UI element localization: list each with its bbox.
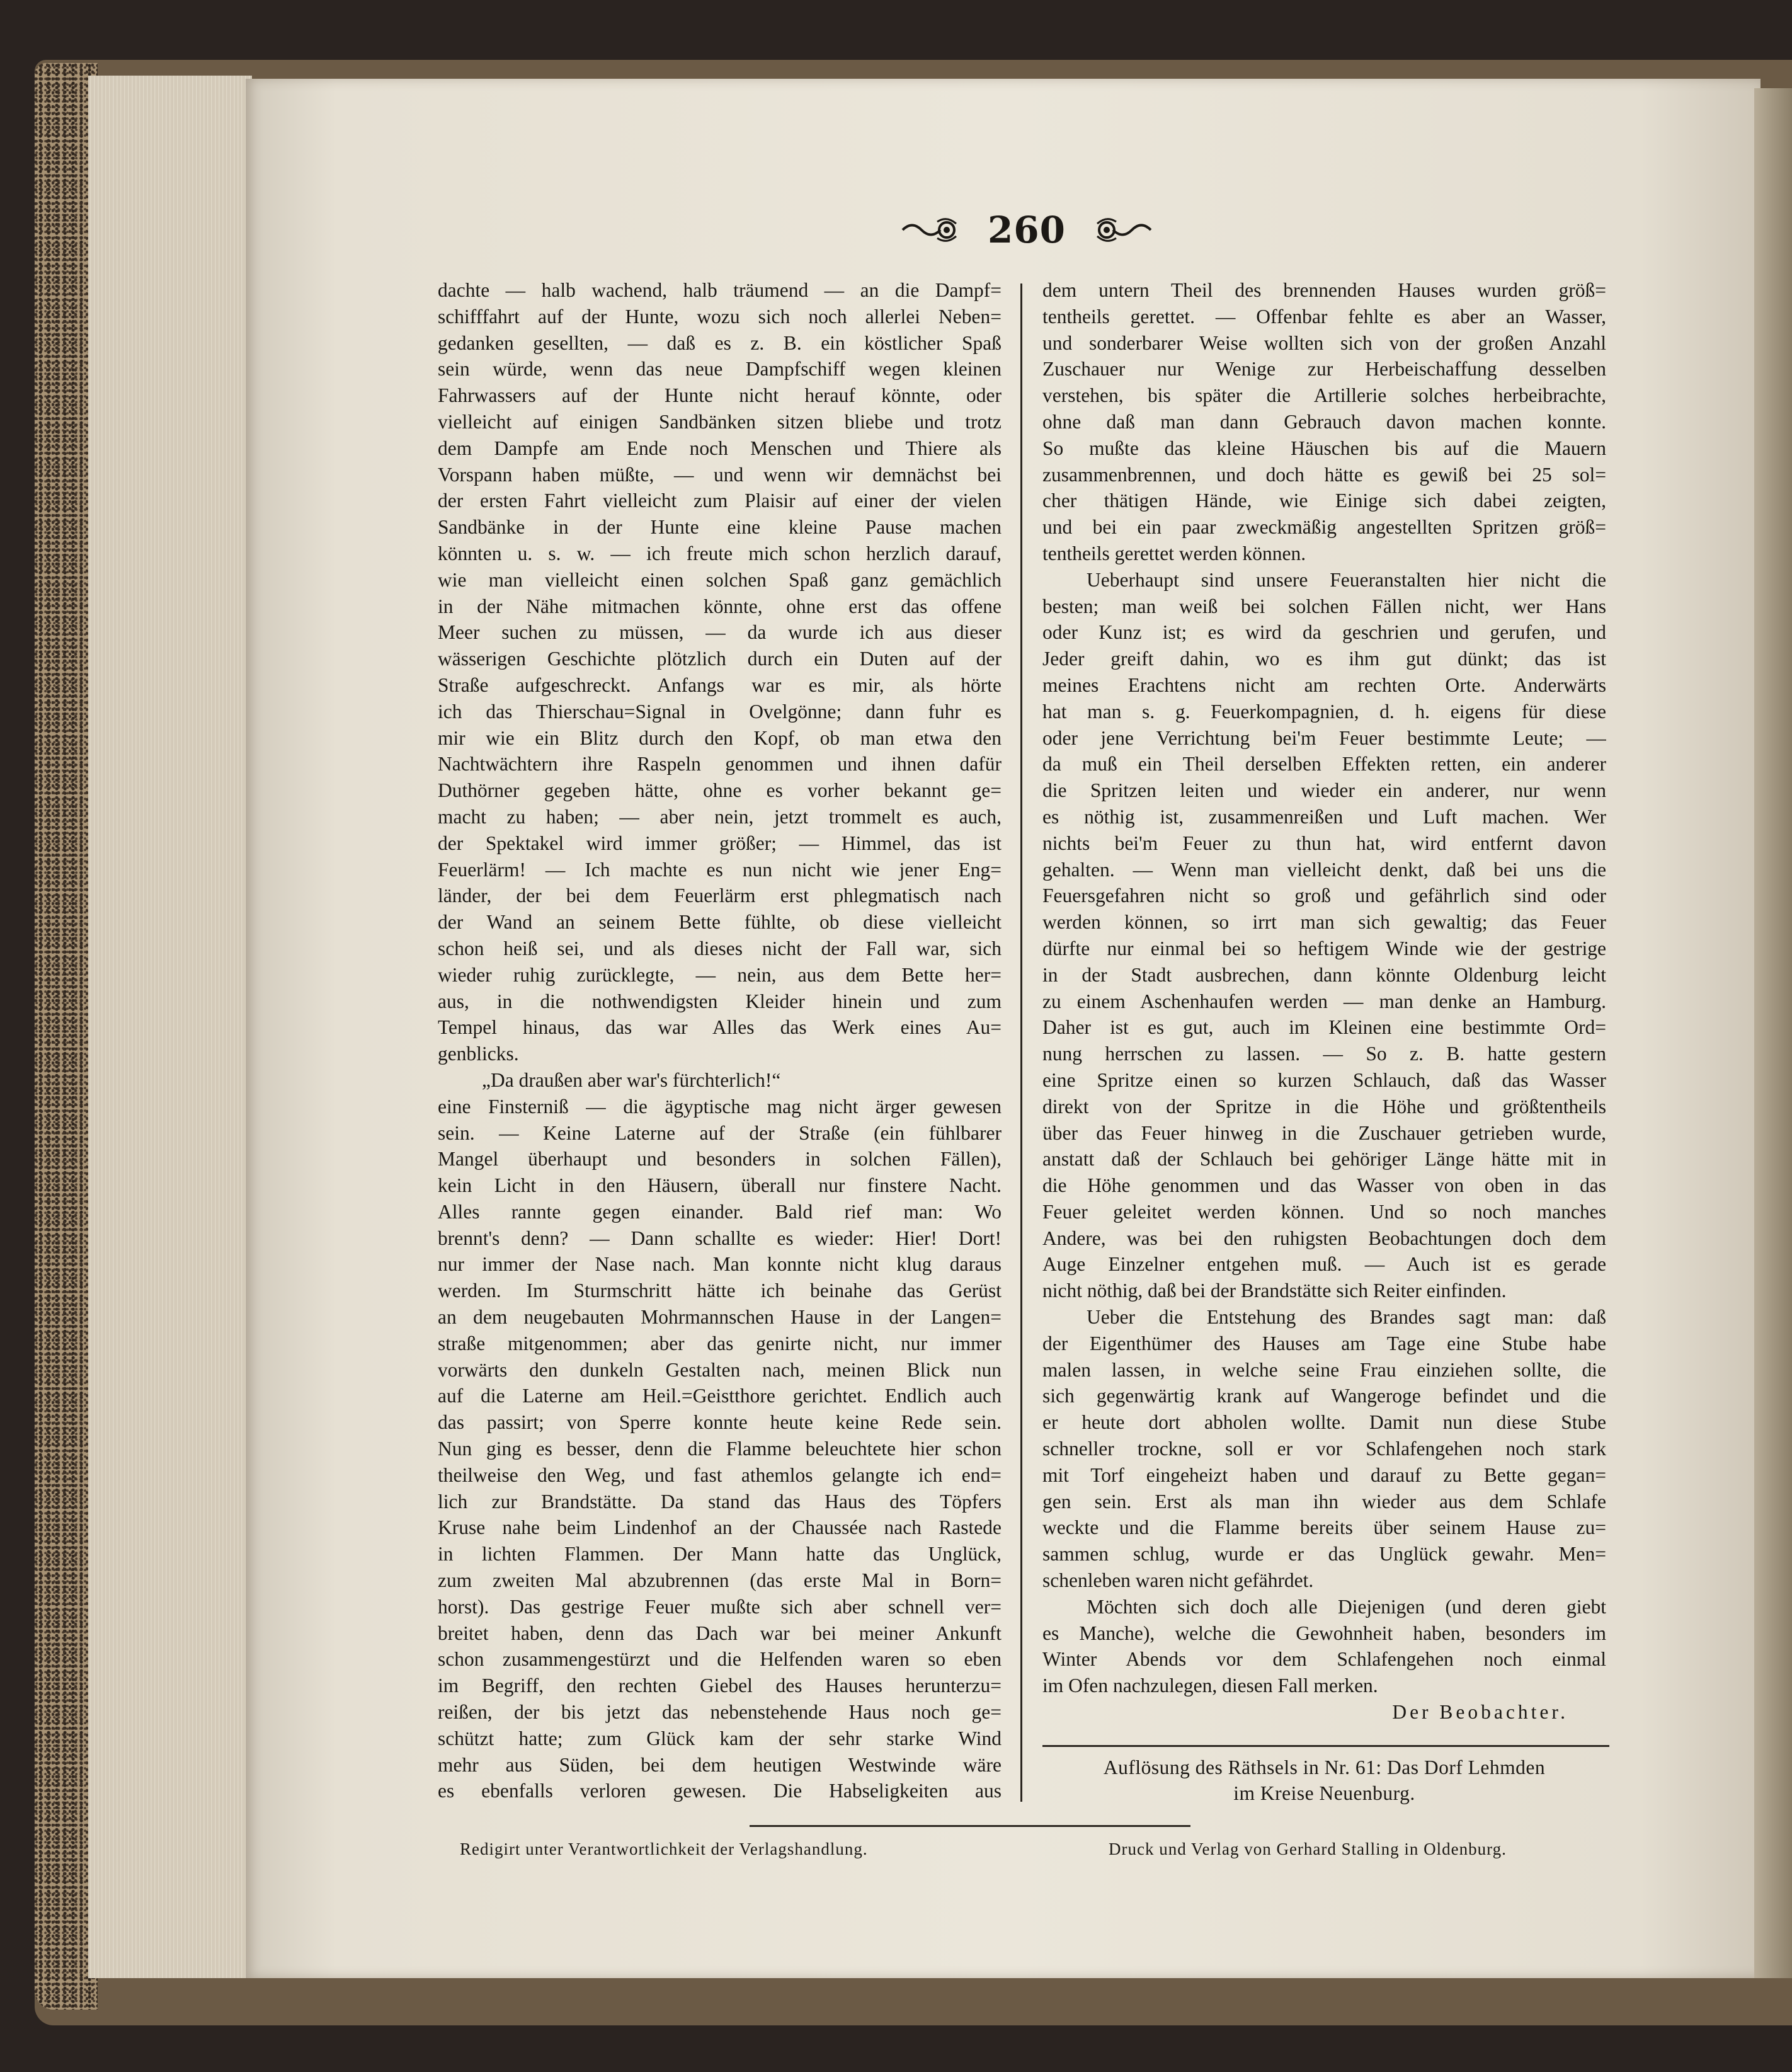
text-line: aus, in die nothwendigsten Kleider hinein und zum: [438, 990, 1002, 1012]
text-line: Feuerlärm! — Ich machte es nun nicht wie jener Eng=: [438, 858, 1002, 881]
text-line: Andere, was bei den ruhigsten Beobachtungen doch dem: [1042, 1227, 1606, 1249]
text-line: es Manche), welche die Gewohnheit haben, besonders im: [1042, 1622, 1606, 1644]
right-paragraph-4: [1042, 1594, 1606, 1699]
page-header: [876, 205, 1178, 255]
left-paragraph-1: [438, 277, 1002, 1067]
text-line: dem Dampfe am Ende noch Menschen und Thiere als: [438, 437, 1002, 459]
text-line: Feuersgefahren nicht so groß und gefährlich sind oder: [1042, 884, 1606, 907]
text-line: cher thätigen Hände, wie Einige sich dabei zeigten,: [1042, 489, 1606, 512]
text-line: malen lassen, in welche seine Frau einziehen sollte, die: [1042, 1358, 1606, 1381]
text-line: macht zu haben; — aber nein, jetzt trommelt es auch,: [438, 805, 1002, 828]
text-line: der ersten Fahrt vielleicht zum Plaisir auf einer der vielen: [438, 489, 1002, 512]
text-line: werden. Im Sturmschritt hätte ich beinahe das Gerüst: [438, 1279, 1002, 1302]
text-line: Tempel hinaus, das war Alles das Werk eines Au=: [438, 1016, 1002, 1039]
text-line: zu einem Aschenhaufen werden — man denke an Hamburg.: [1042, 990, 1606, 1012]
text-line: dürfte nur einmal bei so heftigem Winde wie der gestrige: [1042, 937, 1606, 959]
text-line: nung herrschen zu lassen. — So z. B. hatte gestern: [1042, 1043, 1606, 1065]
text-line: das passirt; von Sperre konnte heute keine Rede sein.: [438, 1411, 1002, 1434]
right-paragraph-2: [1042, 567, 1606, 1304]
riddle-line-2: im Kreise Neuenburg.: [1233, 1782, 1415, 1804]
text-line: sein. — Keine Laterne auf der Straße (ein fühlbarer: [438, 1121, 1002, 1144]
text-line: dem untern Theil des brennenden Hauses wurden größ=: [1042, 279, 1606, 301]
text-line: Vorspann haben müßte, — und wenn wir demnächst bei: [438, 463, 1002, 486]
text-line-last: im Ofen nachzulegen, diesen Fall merken.: [1042, 1674, 1378, 1697]
text-line: und bei ein paar zweckmäßig angestellten Spritzen größ=: [1042, 516, 1606, 539]
text-line: an dem neugebauten Mohrmannschen Hause in der Langen=: [438, 1306, 1002, 1329]
text-line: mir wie ein Blitz durch den Kopf, ob man etwa den: [438, 726, 1002, 749]
text-line: direkt von der Spritze in die Höhe und größtentheils: [1042, 1095, 1606, 1118]
text-line: breitet haben, denn das Dach war bei meiner Ankunft: [438, 1622, 1002, 1644]
text-line: wässerigen Geschichte plötzlich durch ein Duten auf der: [438, 648, 1002, 670]
text-line: nur immer der Nase nach. Man konnte nicht klug daraus: [438, 1253, 1002, 1276]
text-line: könnten u. s. w. — ich freute mich schon herzlich darauf,: [438, 542, 1002, 564]
text-line: Duthörner gegeben hätte, ohne es vorher bekannt ge=: [438, 779, 1002, 802]
text-line: ich das Thierschau=Signal in Ovelgönne; dann fuhr es: [438, 700, 1002, 723]
text-line: theilweise den Weg, und fast athemlos gelangte ich end=: [438, 1463, 1002, 1486]
text-line: mit Torf eingeheizt haben und darauf zu Bette gegan=: [1042, 1463, 1606, 1486]
text-line: sich gegenwärtig krank auf Wangeroge befindet und die: [1042, 1385, 1606, 1407]
text-line: kein Licht in den Häusern, überall nur finstere Nacht.: [438, 1174, 1002, 1197]
text-line: über das Feuer hinweg in die Zuschauer getrieben wurde,: [1042, 1121, 1606, 1144]
text-line: wie man vielleicht einen solchen Spaß ganz gemächlich: [438, 568, 1002, 591]
footer-editor-note: Redigirt unter Verantwortlichkeit der Verlagshandlung.: [460, 1840, 868, 1858]
text-line: weckte und die Flamme bereits über seinem Hause zu=: [1042, 1516, 1606, 1539]
book-gutter: [1754, 88, 1792, 1978]
text-line: gen sein. Erst als man ihn wieder aus dem Schlafe: [1042, 1490, 1606, 1513]
text-line: sein würde, wenn das neue Dampfschiff wegen kleinen: [438, 358, 1002, 381]
text-line: der Spektakel wird immer größer; — Himmel, das ist: [438, 832, 1002, 854]
text-line: zusammenbrennen, und doch hätte es gewiß bei 25 sol=: [1042, 463, 1606, 486]
text-line: meines Erachtens nicht am rechten Orte. Anderwärts: [1042, 673, 1606, 696]
text-line: Feuer geleitet werden können. Und so noch manches: [1042, 1200, 1606, 1223]
text-line: Möchten sich doch alle Diejenigen (und deren giebt: [1087, 1595, 1606, 1618]
left-paragraph-2: [438, 1094, 1002, 1805]
text-line: Alles rannte gegen einander. Bald rief man: Wo: [438, 1200, 1002, 1223]
right-column: [1042, 277, 1606, 1726]
text-line: eine Finsterniß — die ägyptische mag nicht ärger gewesen: [438, 1095, 1002, 1118]
text-line: und sonderbarer Weise wollten sich von der großen Anzahl: [1042, 331, 1606, 354]
text-line: in lichten Flammen. Der Mann hatte das Unglück,: [438, 1543, 1002, 1565]
text-line: hat man s. g. Feuerkompagnien, d. h. eigens für diese: [1042, 700, 1606, 723]
text-line-last: nicht nöthig, daß bei der Brandstätte sich Reiter einfinden.: [1042, 1279, 1507, 1302]
text-line: schon zusammengestürzt und die Helfenden waren so eben: [438, 1648, 1002, 1671]
page-number: 260: [987, 209, 1066, 251]
right-ornament-icon: [1091, 214, 1154, 246]
text-line: wieder ruhig zurücklegte, — nein, aus dem Bette her=: [438, 963, 1002, 986]
text-line: lich zur Brandstätte. Da stand das Haus des Töpfers: [438, 1490, 1002, 1513]
riddle-divider: [1042, 1745, 1609, 1747]
text-line: mehr aus Süden, bei dem heutigen Westwinde wäre: [438, 1753, 1002, 1776]
text-line: straße mitgenommen; aber das genirte nicht, nur immer: [438, 1332, 1002, 1354]
text-line: werden können, so irrt man sich gewaltig; das Feuer: [1042, 911, 1606, 934]
text-line: der Wand an seinem Bette fühlte, ob diese vielleicht: [438, 911, 1002, 934]
text-line: Straße aufgeschreckt. Anfangs war es mir, als hörte: [438, 673, 1002, 696]
text-line: Daher ist es gut, auch im Kleinen eine bestimmte Ord=: [1042, 1016, 1606, 1039]
text-line: Kruse nahe beim Lindenhof an der Chaussée nach Rastede: [438, 1516, 1002, 1539]
signature: Der Beobachter.: [1392, 1701, 1568, 1724]
text-line: er heute dort abholen wollte. Damit nun diese Stube: [1042, 1411, 1606, 1434]
page-stack: [88, 76, 252, 1978]
text-line: Sandbänke in der Hunte eine kleine Pause machen: [438, 516, 1002, 539]
text-line: dachte — halb wachend, halb träumend — an die Dampf=: [438, 279, 1002, 301]
column-divider: [1020, 283, 1022, 1802]
text-line: ohne daß man dann Gebrauch davon machen konnte.: [1042, 410, 1606, 433]
text-line: schon heiß sei, und als dieses nicht der Fall war, sich: [438, 937, 1002, 959]
text-line: die Höhe genommen und das Wasser von oben in das: [1042, 1174, 1606, 1197]
text-line: Zuschauer nur Wenige zur Herbeischaffung desselben: [1042, 358, 1606, 381]
text-line: vielleicht auf einigen Sandbänken sitzen bliebe und trotz: [438, 410, 1002, 433]
riddle-solution: [1042, 1754, 1606, 1806]
text-line: schützt hatte; zum Glück kam der sehr starke Wind: [438, 1727, 1002, 1749]
text-line: da muß ein Theil derselben Effekten retten, ein anderer: [1042, 753, 1606, 776]
riddle-line-1: Auflösung des Räthsels in Nr. 61: Das Dorf Lehmden: [1103, 1756, 1546, 1778]
footer-printer-note: Druck und Verlag von Gerhard Stalling in Oldenburg.: [1109, 1840, 1507, 1858]
text-line: brennt's denn? — Dann schallte es wieder: Hier! Dort!: [438, 1227, 1002, 1249]
text-line: anstatt daß der Schlauch bei gehöriger Länge hätte mit in: [1042, 1148, 1606, 1171]
text-line: horst). Das gestrige Feuer mußte sich aber schnell ver=: [438, 1595, 1002, 1618]
text-line: schneller trockne, soll er vor Schlafengehen noch stark: [1042, 1438, 1606, 1460]
text-line: sammen schlug, wurde er das Unglück gewahr. Men=: [1042, 1543, 1606, 1565]
text-line: Nun ging es besser, denn die Flamme beleuchtete hier schon: [438, 1438, 1002, 1460]
text-line-last: genblicks.: [438, 1043, 519, 1065]
text-line: Jeder greift dahin, wo es ihm gut dünkt; das ist: [1042, 648, 1606, 670]
text-line: besten; man weiß bei solchen Fällen nicht, wer Hans: [1042, 595, 1606, 617]
text-line: Mangel überhaupt und besonders in solchen Fällen),: [438, 1148, 1002, 1171]
text-line: es ebenfalls verloren gewesen. Die Habseligkeiten aus: [438, 1780, 1002, 1802]
text-line: vorwärts den dunkeln Gestalten nach, meinen Blick nun: [438, 1358, 1002, 1381]
text-line: Auge Einzelner entgehen muß. — Auch ist es gerade: [1042, 1253, 1606, 1276]
text-line: die Spritzen leiten und wieder ein anderer, nur wenn: [1042, 779, 1606, 802]
text-line: in der Nähe mitmachen könnte, ohne erst das offene: [438, 595, 1002, 617]
text-line: Ueber die Entstehung des Brandes sagt man: daß: [1087, 1306, 1606, 1329]
text-line: gedanken gesellten, — daß es z. B. ein köstlicher Spaß: [438, 331, 1002, 354]
text-line: So mußte das kleine Häuschen bis auf die Mauern: [1042, 437, 1606, 459]
text-line: zum zweiten Mal abzubrennen (das erste Mal in Born=: [438, 1569, 1002, 1592]
text-line: es nöthig ist, zusammenreißen und Luft machen. Wer: [1042, 805, 1606, 828]
text-line: Fahrwassers auf der Hunte nicht herauf könnte, oder: [438, 384, 1002, 407]
text-line: verstehen, bis später die Artillerie solches herbeibrachte,: [1042, 384, 1606, 407]
text-line: Nachtwächtern ihre Raspeln genommen und ihnen dafür: [438, 753, 1002, 776]
text-line: im Begriff, den rechten Giebel des Hauses herunterzu=: [438, 1674, 1002, 1697]
text-line: länder, der bei dem Feuerlärm erst phlegmatisch nach: [438, 884, 1002, 907]
text-line: nichts bei'm Feuer zu thun hat, wird entfernt davon: [1042, 832, 1606, 854]
text-line-last: tentheils gerettet werden können.: [1042, 542, 1306, 564]
right-paragraph-1: [1042, 277, 1606, 567]
text-line: der Eigenthümer des Hauses am Tage eine Stube habe: [1042, 1332, 1606, 1354]
text-line: auf die Laterne am Heil.=Geistthore gerichtet. Endlich auch: [438, 1385, 1002, 1407]
text-line: oder jene Verrichtung bei'm Feuer bestimmte Leute; —: [1042, 726, 1606, 749]
left-ornament-icon: [899, 214, 962, 246]
text-line: tentheils gerettet. — Offenbar fehlte es aber an Wasser,: [1042, 305, 1606, 328]
left-column: [438, 277, 1002, 1804]
text-line: in der Stadt ausbrechen, dann könnte Oldenburg leicht: [1042, 963, 1606, 986]
right-paragraph-3: [1042, 1304, 1606, 1594]
text-line: eine Spritze einen so kurzen Schlauch, daß das Wasser: [1042, 1068, 1606, 1091]
text-line: Ueberhaupt sind unsere Feueranstalten hier nicht die: [1087, 568, 1606, 591]
text-line: Winter Abends vor dem Schlafengehen noch einmal: [1042, 1648, 1606, 1671]
text-line: reißen, der bis jetzt das nebenstehende Haus noch ge=: [438, 1701, 1002, 1724]
text-line-last: schenleben waren nicht gefährdet.: [1042, 1569, 1314, 1592]
text-line: Meer suchen zu müssen, — da wurde ich aus dieser: [438, 621, 1002, 644]
text-line: schifffahrt auf der Hunte, wozu sich noch allerlei Neben=: [438, 305, 1002, 328]
text-line: gehalten. — Wenn man vielleicht denkt, daß bei uns die: [1042, 858, 1606, 881]
footer-divider: [750, 1825, 1190, 1827]
quote-line: „Da draußen aber war's fürchterlich!“: [482, 1068, 781, 1091]
text-line: oder Kunz ist; es wird da geschrien und gerufen, und: [1042, 621, 1606, 644]
